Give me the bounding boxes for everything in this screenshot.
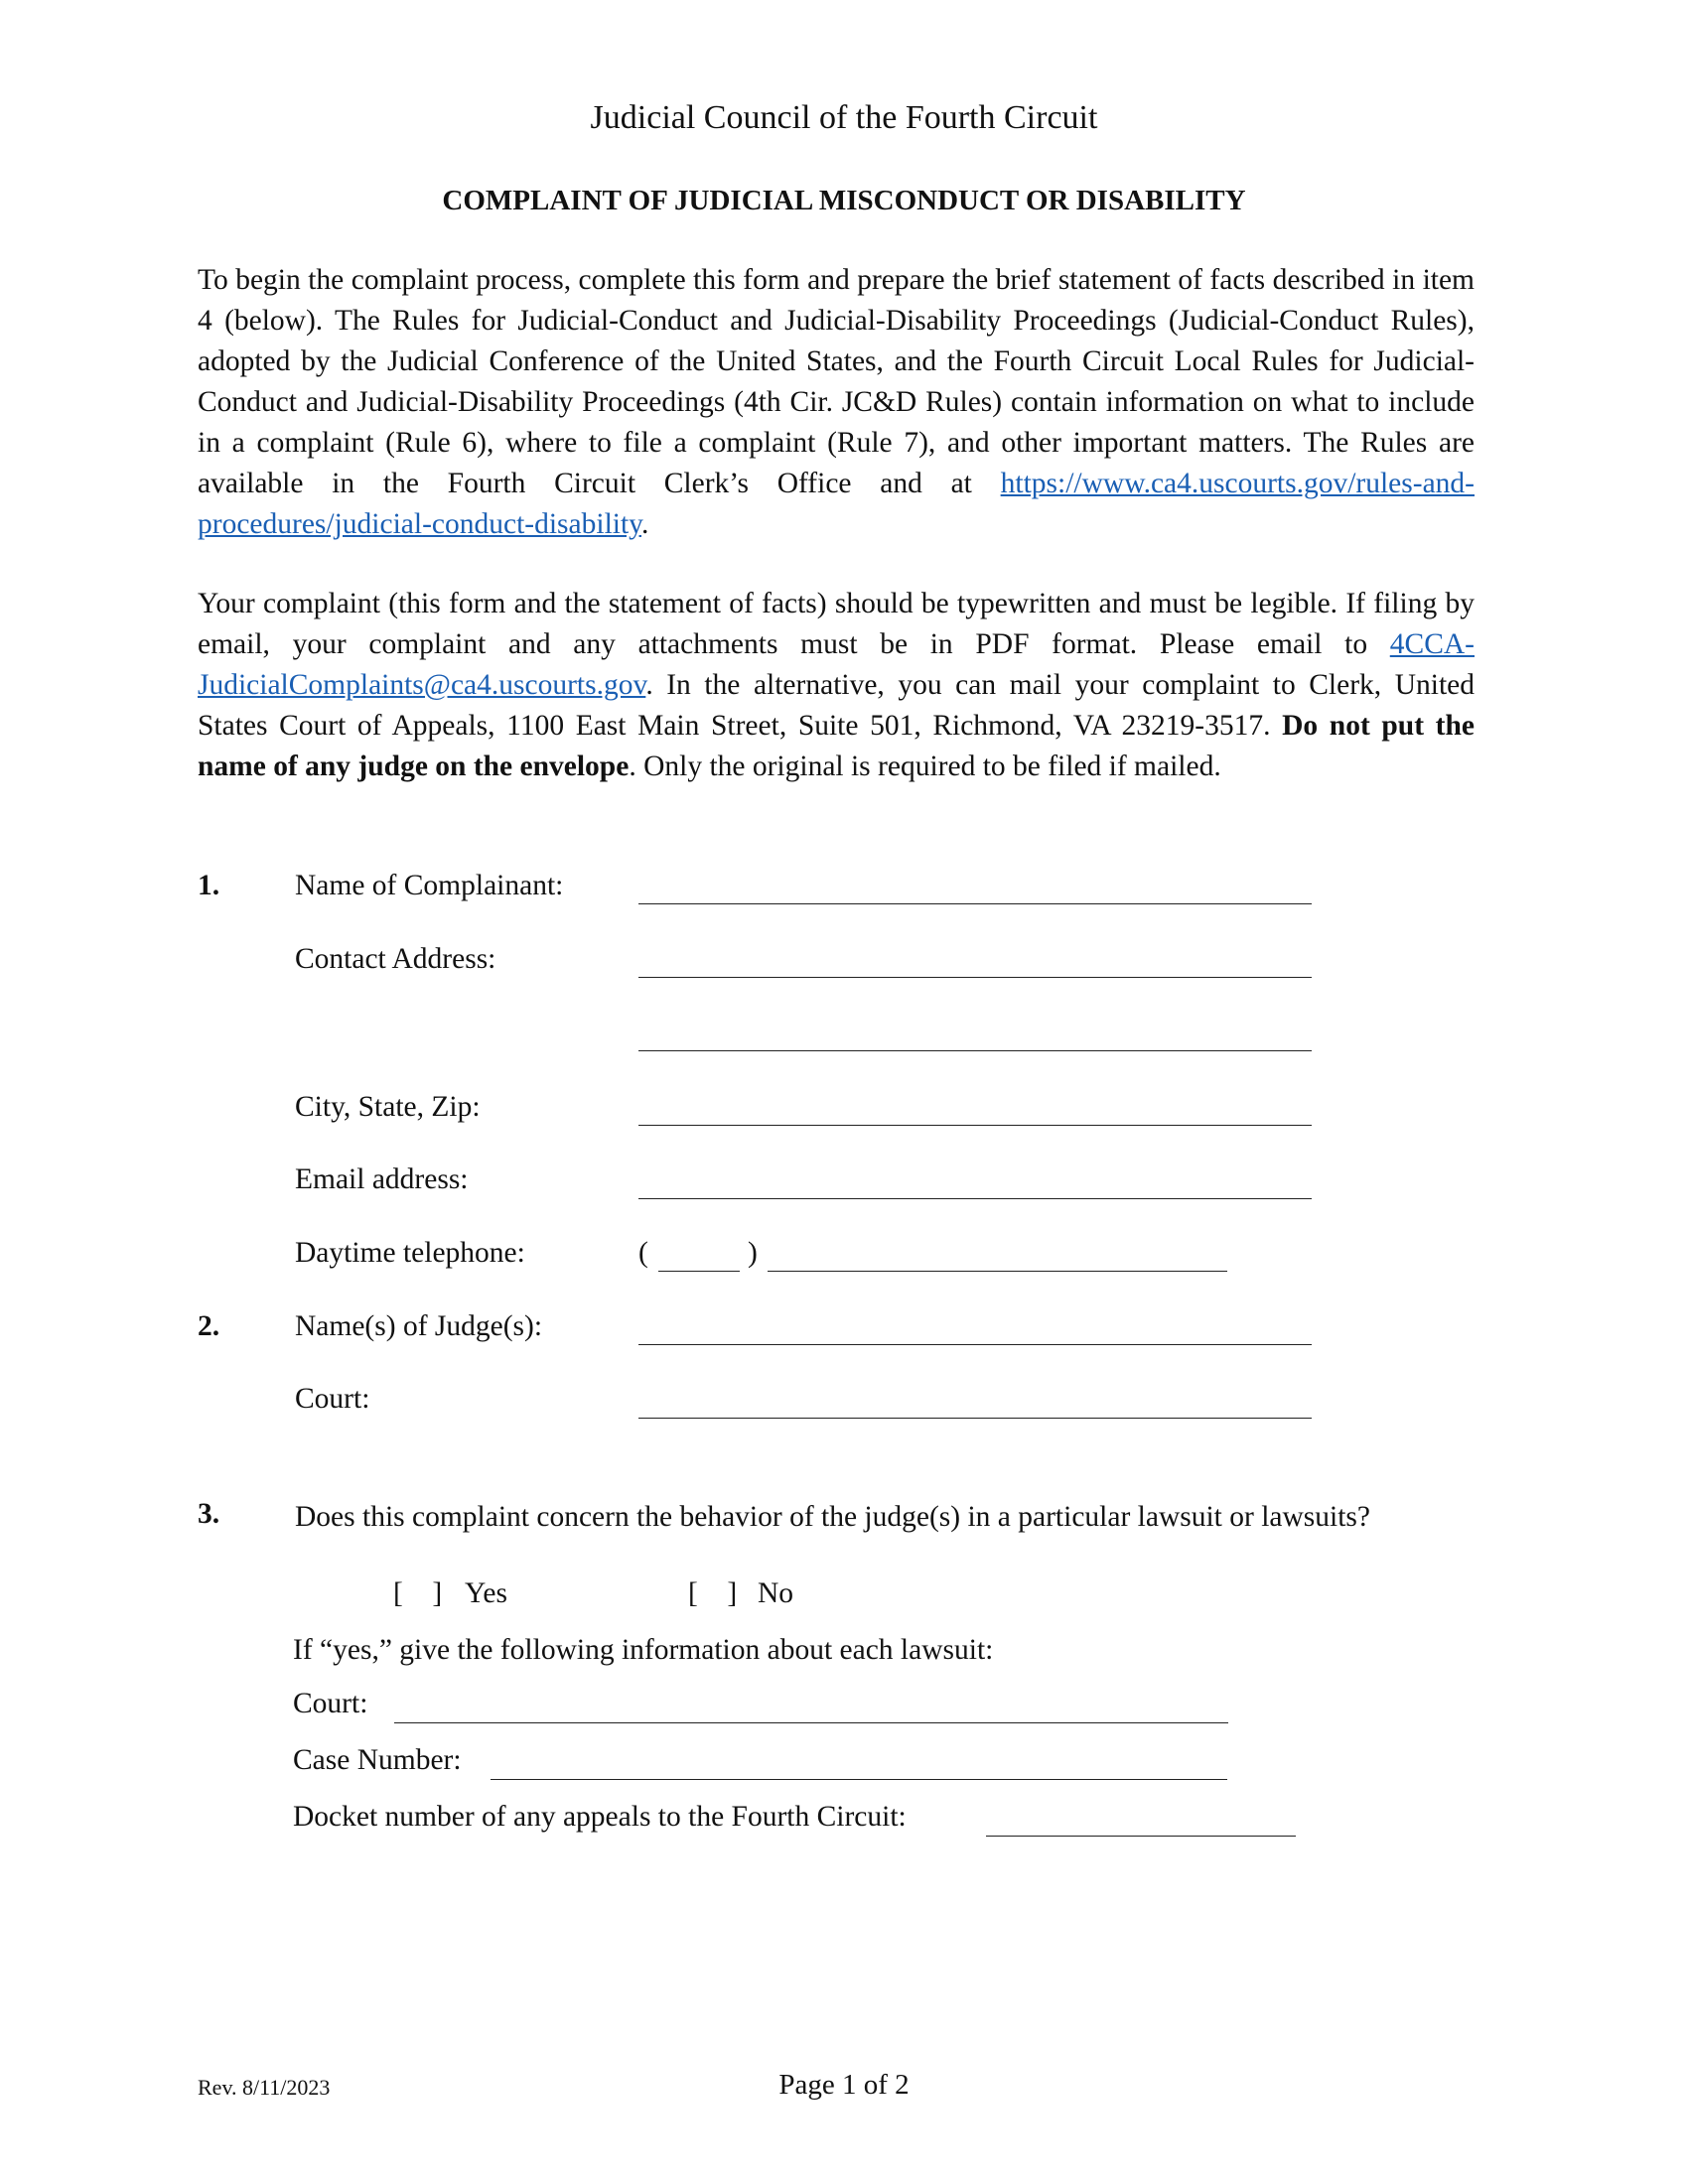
item-1-number: 1. xyxy=(198,870,220,901)
judge-court-label: Court: xyxy=(295,1383,370,1415)
phone-number-field[interactable] xyxy=(768,1271,1227,1272)
lawsuit-court-label: Court: xyxy=(293,1688,368,1719)
no-checkbox[interactable]: [ ] xyxy=(688,1577,738,1609)
intro-text: To begin the complaint process, complete this form and prepare the brief statement of facts described in item 4 (below). The Rules for Judicial-Conduct and Judicial-Disability Proceedings (Judicial-Conduct Rules), adopted by the Judicial Conference of the United States, and the Fourth Circuit Local Rules for Judicial-Conduct and Judicial-Disability Proceedings (4th Cir. JC&D Rules) contain information on what to include in a complaint (Rule 6), where to file a complaint (Rule 7), and other important matters. The Rules are available in the Fourth Circuit Clerk’s Office and at xyxy=(198,264,1475,499)
complainant-name-field[interactable] xyxy=(638,903,1312,904)
council-title: Judicial Council of the Fourth Circuit xyxy=(590,99,1098,136)
if-yes-instructions: If “yes,” give the following information about each lawsuit: xyxy=(293,1634,994,1666)
judge-name-label: Name(s) of Judge(s): xyxy=(295,1310,543,1342)
filing-end: . Only the original is required to be filed if mailed. xyxy=(629,751,1221,782)
page-number: Page 1 of 2 xyxy=(778,2069,910,2101)
rules-link[interactable]: https://www.ca4.uscourts.gov/rules-and-procedures/judicial-conduct-disability xyxy=(198,468,1475,540)
phone-label: Daytime telephone: xyxy=(295,1237,525,1269)
filing-paragraph xyxy=(198,584,1475,787)
case-number-label: Case Number: xyxy=(293,1744,462,1776)
envelope-warning: Do not put the name of any judge on the envelope xyxy=(198,710,1475,782)
lawsuit-question: Does this complaint concern the behavior of the judge(s) in a particular lawsuit or lawsuits? xyxy=(295,1501,1370,1533)
filing-text: Your complaint (this form and the statement of facts) should be typewritten and must be legible. If filing by email, your complaint and any attachments must be in PDF format. Please email to xyxy=(198,588,1475,660)
intro-paragraph xyxy=(198,260,1475,545)
area-code-open-paren: ( xyxy=(638,1237,648,1269)
area-code-close-paren: ) xyxy=(748,1237,758,1269)
yes-checkbox[interactable]: [ ] xyxy=(393,1577,443,1609)
complainant-name-label: Name of Complainant: xyxy=(295,870,564,901)
item-3-number: 3. xyxy=(198,1498,220,1530)
judge-name-field[interactable] xyxy=(638,1344,1312,1345)
contact-address-field-1[interactable] xyxy=(638,977,1312,978)
case-number-field[interactable] xyxy=(491,1779,1227,1780)
period: . xyxy=(641,508,649,540)
revision-date: Rev. 8/11/2023 xyxy=(198,2075,331,2100)
email-label: Email address: xyxy=(295,1163,469,1195)
mail-text: . In the alternative, you can mail your complaint to Clerk, United States Court of Appeals, 1100 East Main Street, Suite 501, Richmond, VA 23219-3517. xyxy=(198,669,1475,742)
form-title: COMPLAINT OF JUDICIAL MISCONDUCT OR DISABILITY xyxy=(442,185,1246,216)
city-state-zip-field[interactable] xyxy=(638,1125,1312,1126)
docket-number-field[interactable] xyxy=(986,1836,1296,1837)
contact-address-field-2[interactable] xyxy=(638,1050,1312,1051)
yes-label: Yes xyxy=(465,1577,507,1609)
judge-court-field[interactable] xyxy=(638,1418,1312,1419)
lawsuit-court-field[interactable] xyxy=(394,1722,1228,1723)
no-label: No xyxy=(758,1577,794,1609)
city-state-zip-label: City, State, Zip: xyxy=(295,1091,481,1123)
area-code-field[interactable] xyxy=(658,1271,740,1272)
contact-address-label: Contact Address: xyxy=(295,943,496,975)
email-link[interactable]: 4CCA-JudicialComplaints@ca4.uscourts.gov xyxy=(198,628,1475,701)
item-2-number: 2. xyxy=(198,1310,220,1342)
docket-number-label: Docket number of any appeals to the Fourth Circuit: xyxy=(293,1801,907,1833)
email-field[interactable] xyxy=(638,1198,1312,1199)
